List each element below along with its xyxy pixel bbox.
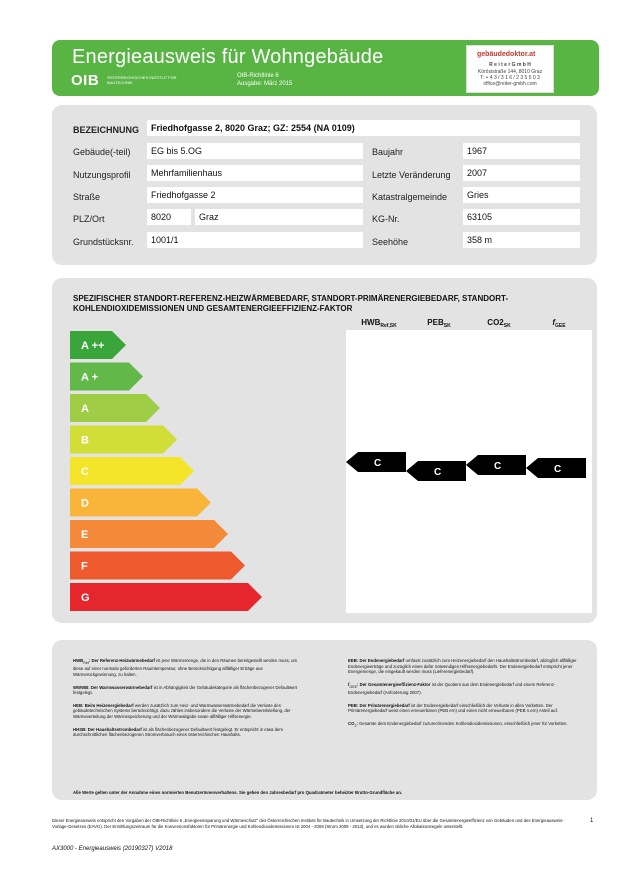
rating-band-label: E [81, 529, 89, 541]
definition-heading: : Der Endenergiebedarf [356, 658, 405, 663]
definition-heading: : Der Haushaltsstrombedarf [85, 726, 142, 732]
definition-heading: : Beim Heizenergiebedarf [82, 702, 134, 708]
stamp-phone: T: + 4 3 / 3 1 6 / 2 3 5 5 0 3 [480, 75, 540, 81]
definition-text: ist der Quotient aus dem Endenergiebedarf und einem Referenz-Endenergiebedarf (Anforderung 2007). [348, 681, 556, 696]
rating-band-g [70, 583, 262, 611]
field-label-letzte-veraenderung: Letzte Veränderung [372, 170, 451, 180]
definition-heading: : Der Gesamtenergieeffizienz-Faktor [357, 681, 431, 687]
field-value-gebaeude: EG bis 5.OG [147, 143, 363, 159]
rating-band-d [70, 489, 211, 517]
designation-value: Friedhofgasse 2, 8020 Graz; GZ: 2554 (NA 0109) [147, 120, 580, 136]
definitions-left [73, 658, 305, 745]
definition-left-3 [73, 727, 305, 738]
footer-text: Dieser Energieausweis entspricht den Vorgaben der OIB-Richtlinie 6 „Energieeinsparung und Wärmeschutz“ des Österreichischen Instituts für Bautechnik in Umsetzung der Richtlinie 2010/31/EU über die Gesamtenergieeffizienz von Gebäuden und des Energieausweis-Vorlage-Gesetzes (EAVG). Der Ermittlungszeitraum für die Konversionsfaktoren für Primärenergie und Kohlendioxidemissionen ist 2004 - 2008 (Strom 2009 - 2013), und es wurden übliche Allokationsregeln unterstellt. [52, 818, 564, 829]
definition-term-sub: Ref [83, 660, 89, 665]
stamp-brand: gebäudedoktor.at [477, 51, 536, 58]
column-sub-fgee: GEE [555, 323, 566, 329]
rating-marker-label: C [434, 467, 442, 478]
definition-right-0 [348, 658, 580, 675]
definition-text: Gesamte dem Endenergiebedarf zuzurechnenden Kohlendioxidemissionen, einschließlich jener für Vorketten. [357, 721, 568, 727]
definition-term: HEB [73, 702, 83, 708]
definition-term: CO [348, 721, 355, 727]
rating-band-label: A ++ [81, 340, 105, 352]
rating-marker-label: C [374, 458, 382, 469]
definition-term-sub: GEE [349, 684, 357, 689]
rating-band-f [70, 552, 245, 580]
field-label-kg-nr: KG-Nr. [372, 214, 400, 224]
definition-text: ist als flächenbezogener Defaultwert festgelegt. Er entspricht in etwa dem durchschnittlichen flächenbezogenen Stromverbrauch eines österreichischen Haushalts. [73, 726, 283, 738]
guideline-edition: Ausgabe: März 2015 [237, 81, 293, 87]
field-value-grundstuecksnr: 1001/1 [147, 232, 363, 248]
rating-band-label: G [81, 592, 90, 604]
designation-label: BEZEICHNUNG [73, 125, 140, 135]
definitions-right [348, 658, 580, 736]
column-name-peb: PEB [427, 318, 444, 327]
version-text: AX3000 - Energieausweis (20190327) V2018 [52, 846, 173, 852]
field-label-katastralgemeinde: Katastralgemeinde [372, 192, 448, 202]
stamp-email: office@reiter-gmbh.com [483, 81, 537, 87]
document-title: Energieausweis für Wohngebäude [72, 46, 384, 68]
guideline-name: OIB-Richtlinie 6 [237, 73, 279, 79]
field-label-nutzungsprofil: Nutzungsprofil [73, 170, 131, 180]
definition-text: umfasst zusätzlich zum Heizenergiebedarf den Haushaltsstrombedarf, abzüglich allfälliger Endenergieerträge und zuzüglich eines dafür notwendigen Hilfsenergiebedarfs. Der Endenergiebedarf entspricht jener Energiemenge, die eingekauft werden muss (Lieferenergiebedarf). [348, 658, 577, 675]
rating-band-label: A + [81, 371, 99, 384]
field-label-baujahr: Baujahr [372, 147, 404, 157]
rating-band-label: C [81, 466, 89, 478]
field-value-seehoehe: 358 m [463, 232, 580, 248]
field-value-kg-nr: 63105 [463, 209, 580, 225]
definition-text: ist der Endenergiebedarf einschließlich der Verluste in allen Vorketten. Der Primärenergiebedarf weist einen erneuerbaren (PEB ern) und einen nicht erneuerbaren (PEB n.ern) Anteil auf. [348, 702, 558, 714]
chart-title: SPEZIFISCHER STANDORT-REFERENZ-HEIZWÄRMEBEDARF, STANDORT-PRIMÄRENERGIEBEDARF, STANDORT-KOHLENDIOXIDEMISSIONEN UND GESAMTENERGIEEFFIZIENZ-FAKTOR [73, 294, 509, 313]
field-value-nutzungsprofil: Mehrfamilienhaus [147, 165, 363, 181]
rating-band-label: F [81, 560, 88, 573]
definition-term: PEB [348, 702, 357, 708]
definition-left-1 [73, 685, 305, 696]
field-label-plz-ort: PLZ/Ort [73, 214, 105, 224]
column-sub-co2: SK [503, 323, 511, 329]
field-label-strasse: Straße [73, 192, 101, 202]
definition-right-1 [348, 682, 580, 696]
definition-left-2 [73, 703, 305, 720]
definition-heading: : Der Warmwasserwärmebedarf [88, 684, 153, 690]
definition-heading: : Der Primärenergiebedarf [356, 702, 410, 708]
stamp-company: R e i t e r G m b H [489, 62, 531, 68]
page-number: 1 [590, 818, 594, 824]
field-label-gebaeude: Gebäude(-teil) [73, 147, 131, 157]
field-label-grundstuecksnr: Grundstücksnr. [73, 237, 134, 247]
rating-marker-label: C [554, 464, 562, 475]
definition-right-3 [348, 721, 580, 729]
column-name-co2: CO2 [487, 318, 504, 327]
definition-left-0 [73, 658, 305, 678]
rating-band-e [70, 520, 228, 548]
assumption-note: Alle Werte gelten unter der Annahme eines normierten BenutzerInnenverhaltens. Sie geben den Jahresbedarf pro Quadratmeter beheizter Brutto-Grundfläche an. [73, 790, 403, 795]
definition-term: EEB [348, 658, 357, 663]
column-sub-peb: SK [443, 323, 451, 329]
oib-logo-text: OIB [71, 72, 100, 89]
column-sub-hwb: Ref,SK [380, 323, 397, 329]
definition-text: ist jene Wärmemenge, die in den Räumen bereitgestellt werden muss, um diese auf einer normativ geforderten Raumtemperatur, ohne Berücksichtigung allfälliger Erträge aus Wärmerückgewinnung, zu halten. [73, 658, 298, 678]
definition-right-2 [348, 703, 580, 714]
definition-heading: : Der Referenz-Heizwärmebedarf [88, 658, 155, 663]
definition-heading: : [356, 721, 358, 727]
field-value-ort: Graz [195, 209, 363, 225]
field-value-letzte-veraenderung: 2007 [463, 165, 580, 181]
definition-term: HWB [73, 658, 84, 663]
definition-term: f [348, 681, 350, 687]
rating-band-label: B [81, 434, 89, 447]
field-value-baujahr: 1967 [463, 143, 580, 159]
definition-term: HHSB [73, 726, 86, 732]
definition-text: werden zusätzlich zum Heiz- und Warmwasserwärmebedarf die Verluste des gebäudetechnischen Systems berücksichtigt, dazu zählen insbesondere die Verluste der Wärmebereitstellung, der Wärmeverteilung der Wärmespeicherung und der Wärmeabgabe sowie allfälliger Hilfsenergie. [73, 702, 291, 720]
rating-band-label: A [81, 403, 89, 415]
rating-marker-label: C [494, 461, 502, 472]
field-label-seehoehe: Seehöhe [372, 237, 409, 247]
rating-band-label: D [81, 497, 89, 510]
column-name-hwb: HWB [361, 318, 381, 327]
column-name-fgee: f [552, 318, 556, 327]
field-value-katastralgemeinde: Gries [463, 187, 580, 203]
definition-term: WWWB [73, 684, 89, 690]
definition-text: ist in Abhängigkeit der Gebäudekategorie als flächenbezogener Defaultwert festgelegt. [73, 684, 298, 696]
definition-term-sub: 2 [354, 723, 357, 728]
field-value-strasse: Friedhofgasse 2 [147, 187, 363, 203]
stamp-address: Körösistraße 144, 8010 Graz [477, 69, 543, 75]
field-value-plz: 8020 [147, 209, 191, 225]
oib-institute-text: ÖSTERREICHISCHES INSTITUT FÜR BAUTECHNIK [107, 75, 177, 85]
